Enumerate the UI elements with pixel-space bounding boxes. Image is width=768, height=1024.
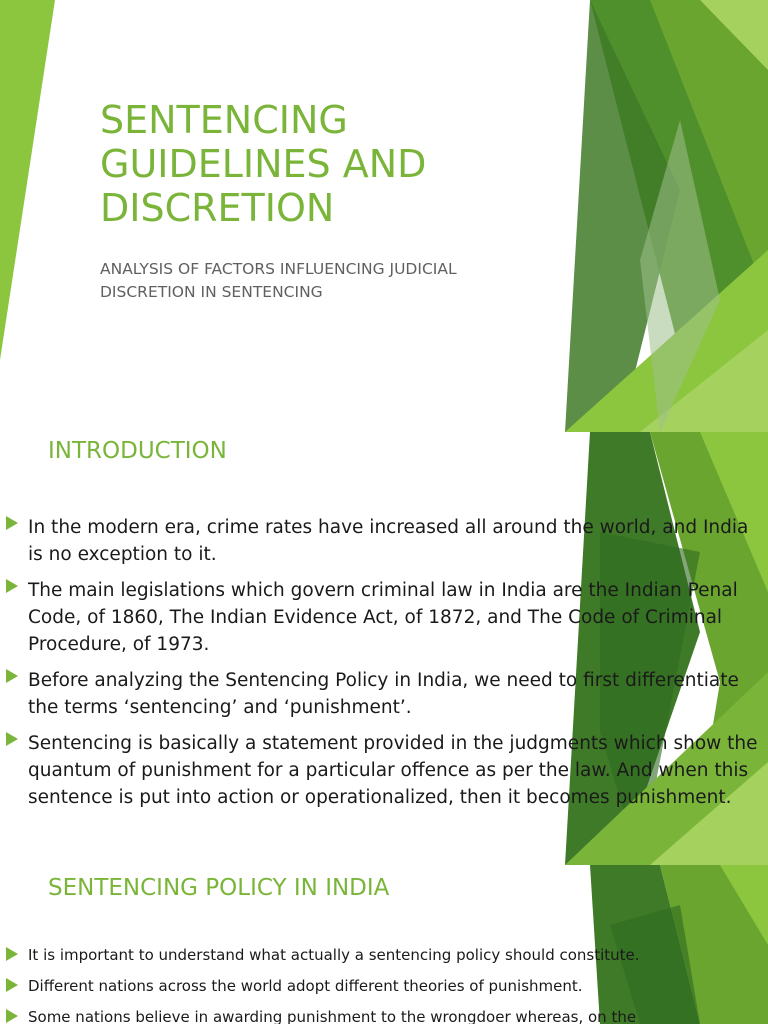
slide-subtitle: ANALYSIS OF FACTORS INFLUENCING JUDICIAL DISCRETION IN SENTENCING — [100, 260, 457, 301]
title-slide — [0, 0, 768, 432]
introduction-slide — [0, 432, 768, 865]
list-item: In the modern era, crime rates have increased all around the world, and India is no exception to it. — [0, 514, 768, 568]
list-item: Sentencing is basically a statement provided in the judgments which show the quantum of punishment for a particular offence as per the law. And when this sentence is put into action or operationalized, then it becomes punishment. — [0, 730, 768, 811]
list-item: The main legislations which govern criminal law in India are the Indian Penal Code, of 1860, The Indian Evidence Act, of 1872, and The Code of Criminal Procedure, of 1973. — [0, 577, 768, 658]
sentencing-policy-slide — [0, 865, 768, 1024]
section-heading: SENTENCING POLICY IN INDIA — [48, 875, 390, 901]
list-item: Before analyzing the Sentencing Policy in India, we need to first differentiate the terms ‘sentencing’ and ‘punishment’. — [0, 667, 768, 721]
list-item: Different nations across the world adopt different theories of punishment. — [0, 976, 768, 996]
bullet-arrow-icon — [6, 1009, 18, 1023]
bullet-list — [0, 514, 768, 820]
bullet-arrow-icon — [6, 947, 18, 961]
section-heading: INTRODUCTION — [48, 438, 227, 464]
bullet-arrow-icon — [6, 516, 18, 530]
bullet-list — [0, 945, 768, 1024]
slide-title: SENTENCING GUIDELINES AND DISCRETION — [100, 98, 427, 230]
bullet-arrow-icon — [6, 669, 18, 683]
bullet-arrow-icon — [6, 978, 18, 992]
list-item: Some nations believe in awarding punishment to the wrongdoer whereas, on the — [0, 1007, 768, 1024]
bullet-arrow-icon — [6, 732, 18, 746]
list-item: It is important to understand what actually a sentencing policy should constitute. — [0, 945, 768, 965]
bullet-arrow-icon — [6, 579, 18, 593]
